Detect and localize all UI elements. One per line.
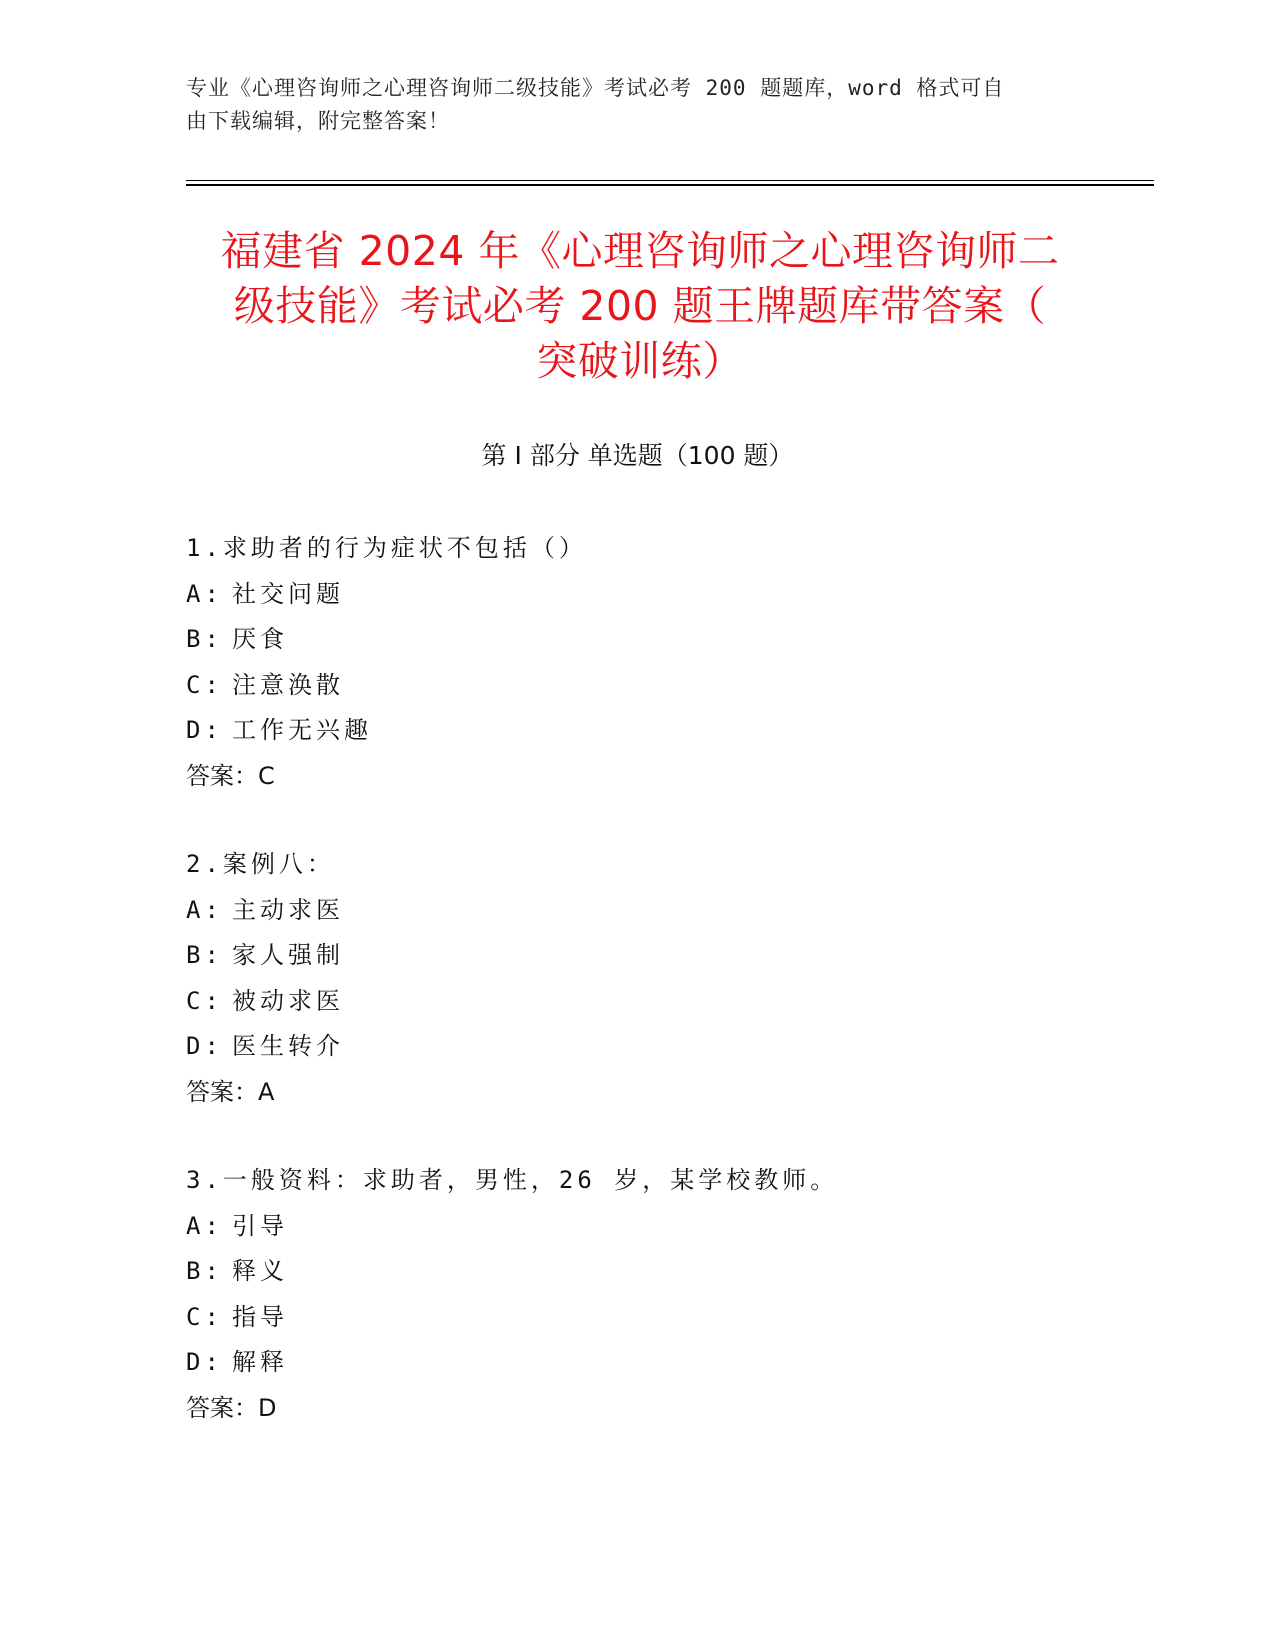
option-letter: D: [186,1348,223,1376]
question-list [186,526,1086,1474]
option-b [186,617,1086,663]
option-text: 工作无兴趣 [232,716,372,744]
option-letter: D: [186,1032,223,1060]
question-stem: 2.案例八： [186,850,335,878]
option-a [186,572,1086,618]
option-c [186,979,1086,1025]
option-letter: B: [186,1257,223,1285]
option-a [186,888,1086,934]
option-c [186,663,1086,709]
option-letter: B: [186,941,223,969]
option-b [186,933,1086,979]
answer-line: 答案：A [186,1077,275,1106]
question-1 [186,526,1086,799]
option-text: 释义 [232,1257,288,1285]
option-b [186,1249,1086,1295]
option-letter: B: [186,625,223,653]
header-note [186,72,1066,138]
option-letter: A: [186,1211,223,1240]
option-text: 解释 [232,1348,288,1376]
option-text: 注意涣散 [232,670,344,699]
option-text: 家人强制 [232,941,344,969]
question-stem: 1.求助者的行为症状不包括（） [186,534,587,562]
question-2 [186,842,1086,1115]
title-line: 福建省 2024 年《心理咨询师之心理咨询师二 [220,227,1060,275]
section-heading: 第 I 部分 单选题（100 题） [481,441,794,470]
document-title [180,224,1100,389]
option-letter: C: [186,670,223,699]
title-line: 级技能》考试必考 200 题王牌题库带答案（ [233,282,1047,330]
option-letter: C: [186,1302,223,1331]
option-text: 主动求医 [232,895,344,924]
option-text: 指导 [232,1302,288,1331]
option-d [186,1340,1086,1386]
option-text: 医生转介 [232,1032,344,1060]
option-text: 社交问题 [232,579,344,608]
option-text: 厌食 [232,625,288,653]
header-divider-thick [186,184,1154,186]
question-stem: 3.一般资料：求助者，男性，26 岁，某学校教师。 [186,1166,839,1194]
option-d [186,708,1086,754]
option-a [186,1204,1086,1250]
header-divider-thin [186,180,1154,181]
option-letter: C: [186,986,223,1015]
answer-line: 答案：D [186,1393,277,1422]
option-text: 被动求医 [232,986,344,1015]
option-c [186,1295,1086,1341]
option-d [186,1024,1086,1070]
header-note-line: 专业《心理咨询师之心理咨询师二级技能》考试必考 200 题题库，word 格式可自 [186,76,1005,100]
option-letter: A: [186,895,223,924]
title-line: 突破训练） [536,337,744,385]
option-letter: D: [186,716,223,744]
question-3 [186,1158,1086,1431]
answer-line: 答案：C [186,761,275,790]
option-letter: A: [186,579,223,608]
header-note-line: 由下载编辑，附完整答案！ [186,109,450,133]
option-text: 引导 [232,1211,288,1240]
